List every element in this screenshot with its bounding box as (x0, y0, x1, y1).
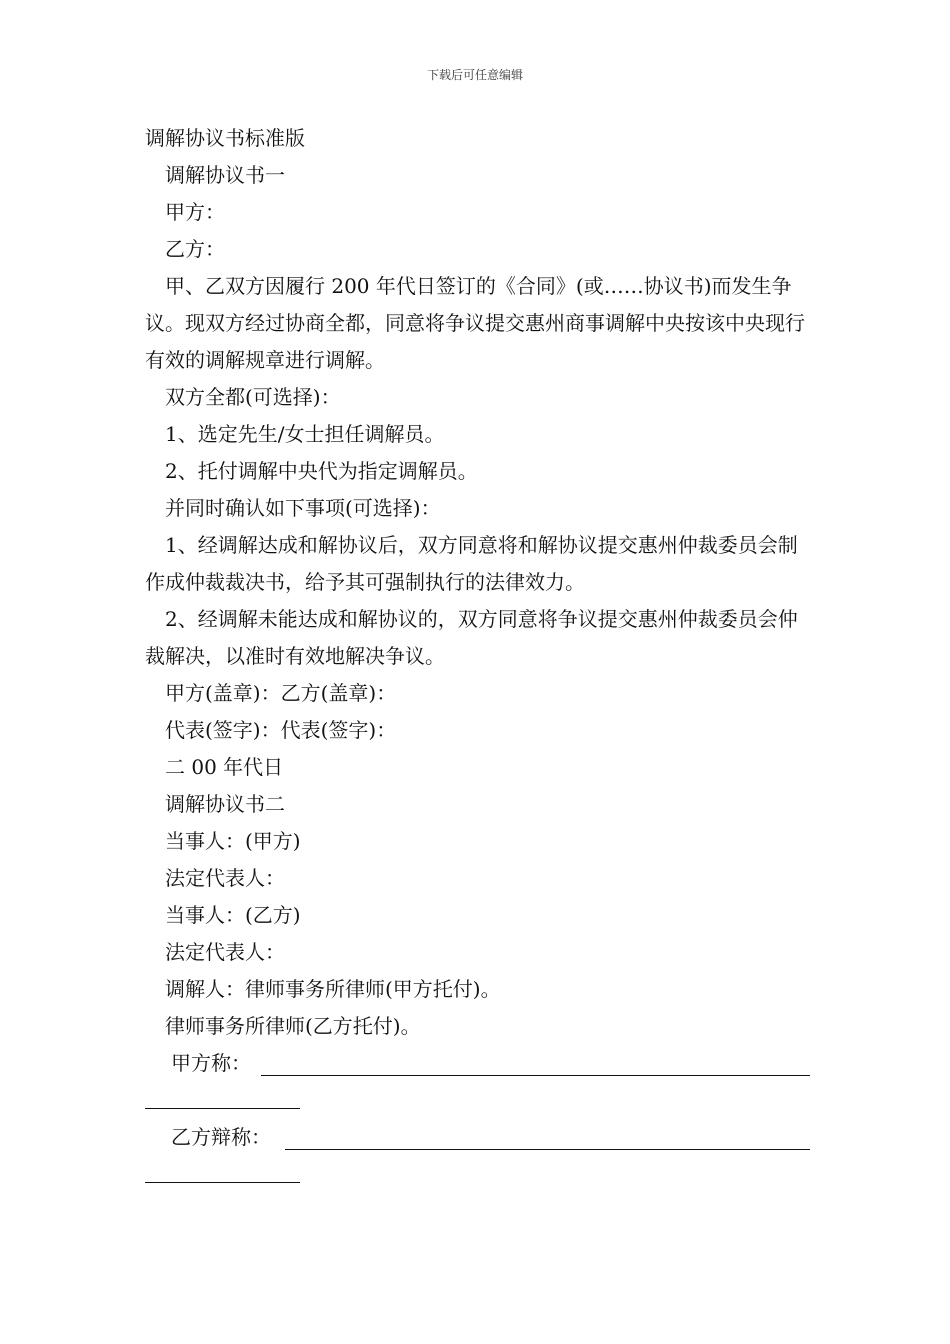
both-parties-line: 双方全都(可选择)： (165, 385, 341, 409)
claim-a-blank-continued[interactable] (145, 1108, 300, 1109)
page-header: 下载后可任意编辑 (426, 68, 523, 82)
claim-a-blank[interactable] (261, 1075, 810, 1076)
section-title-1: 调解协议书一 (165, 163, 285, 187)
document-title: 调解协议书标准版 (145, 126, 305, 150)
mediator-line: 调解人：律师事务所律师(甲方托付)。 (165, 977, 501, 1001)
claim-b-label: 乙方辩称： (171, 1125, 271, 1149)
confirm-line: 并同时确认如下事项(可选择)： (165, 496, 441, 520)
signature-line: 代表(签字)：代表(签字)： (165, 718, 397, 742)
claim-b-blank-continued[interactable] (145, 1182, 300, 1183)
claim-a-continuation (145, 1082, 810, 1119)
legal-rep-a-line: 法定代表人： (165, 866, 285, 890)
claim-b-row (145, 1119, 810, 1156)
mediator-line-2: 律师事务所律师(乙方托付)。 (165, 1014, 421, 1038)
party-a-line: 甲方： (165, 200, 225, 224)
date-line: 二 00 年代日 (165, 755, 284, 779)
document-body (145, 120, 810, 1193)
seal-line: 甲方(盖章)：乙方(盖章)： (165, 681, 397, 705)
party-b-line: 乙方： (165, 237, 225, 261)
confirm-item-1: 1、经调解达成和解协议后，双方同意将和解协议提交惠州仲裁委员会制作成仲裁裁决书，给予其可强制执行的法律效力。 (145, 533, 798, 594)
claim-b-blank[interactable] (285, 1149, 810, 1150)
claim-b-continuation (145, 1156, 810, 1193)
section-title-2: 调解协议书二 (165, 792, 285, 816)
legal-rep-b-line: 法定代表人： (165, 940, 285, 964)
option-2: 2、托付调解中央代为指定调解员。 (165, 459, 478, 483)
confirm-item-2: 2、经调解未能达成和解协议的，双方同意将争议提交惠州仲裁委员会仲裁解决，以准时有效地解决争议。 (145, 607, 798, 668)
litigant-a-line: 当事人：(甲方) (165, 829, 301, 853)
claim-a-label: 甲方称： (171, 1051, 251, 1075)
claim-a-row (145, 1045, 810, 1082)
litigant-b-line: 当事人：(乙方) (165, 903, 301, 927)
option-1: 1、选定先生/女士担任调解员。 (165, 422, 445, 446)
dispute-paragraph: 甲、乙双方因履行 200 年代日签订的《合同》(或……协议书)而发生争议。现双方经过协商全都，同意将争议提交惠州商事调解中央按该中央现行有效的调解规章进行调解。 (145, 274, 805, 372)
